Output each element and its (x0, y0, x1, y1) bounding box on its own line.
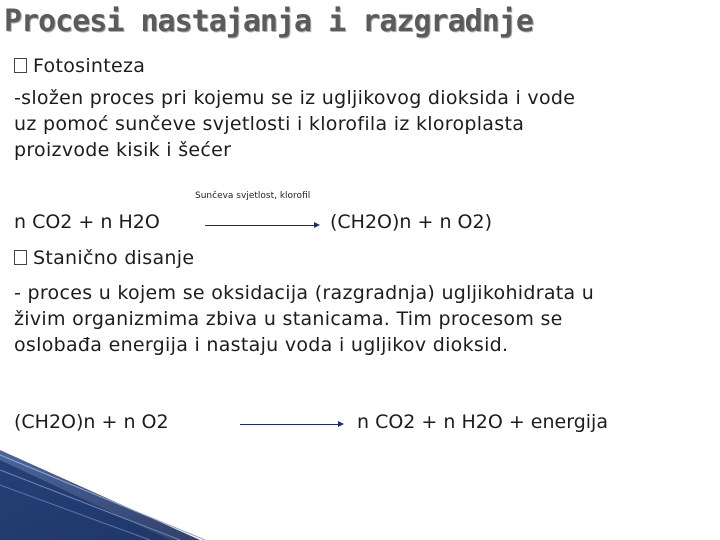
equation2-reactants: (CH2O)n + n O2 (14, 411, 169, 433)
text-line: uz pomoć sunčeve svjetlosti i klorofila iz kloroplasta (14, 113, 525, 135)
disanje-description (14, 280, 720, 358)
bullet-box-icon (14, 58, 27, 73)
text-line: živim organizmima zbiva u stanicama. Tim procesom se (14, 308, 563, 330)
equation1-reactants: n CO2 + n H2O (14, 211, 160, 233)
arrow-right-icon (240, 424, 342, 425)
decorative-corner-icon (0, 450, 220, 540)
bullet-disanje (14, 245, 194, 271)
text-line: -složen proces pri kojemu se iz ugljikovog dioksida i vode (14, 87, 576, 109)
heading-disanje: Stanično disanje (33, 247, 195, 269)
reaction-condition: Sunčeva svjetlost, klorofil (195, 191, 311, 201)
text-line: oslobađa energija i nastaju voda i ugljikov dioksid. (14, 334, 509, 356)
bullet-fotosinteza (14, 53, 145, 79)
fotosinteza-description (14, 85, 720, 163)
page-title: Procesi nastajanja i razgradnje (4, 4, 533, 39)
equation1-products: (CH2O)n + n O2) (330, 211, 493, 233)
text-line: - proces u kojem se oksidacija (razgradnja) ugljikohidrata u (14, 282, 595, 304)
equation2-products: n CO2 + n H2O + energija (357, 411, 608, 433)
heading-fotosinteza: Fotosinteza (33, 55, 146, 77)
bullet-box-icon (14, 250, 27, 265)
arrow-right-icon (205, 225, 318, 226)
text-line: proizvode kisik i šećer (14, 139, 232, 161)
